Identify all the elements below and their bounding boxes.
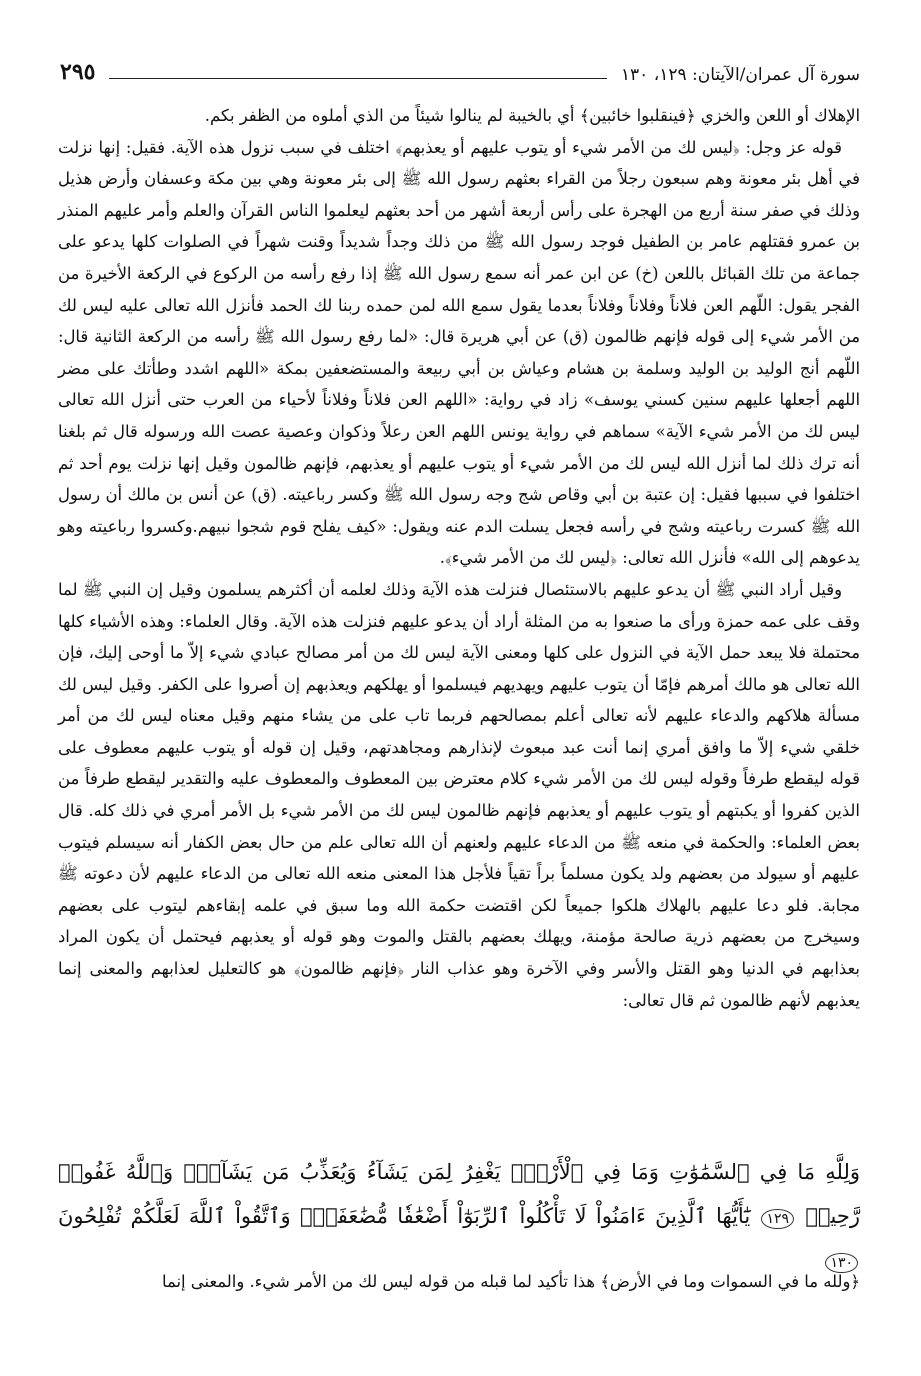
- verse-number-marker: ١٣٠: [825, 1253, 858, 1273]
- paragraph: ﴿ولله ما في السموات وما في الأرض﴾ هذا تأكيد لما قبله من قوله ليس لك من الأمر شيء. والمعنى إنما: [162, 1272, 860, 1291]
- verse-text: يَٰٓأَيُّهَا ٱلَّذِينَ ءَامَنُواْ لَا تَأْكُلُواْ ٱلرِّبَوٰٓاْ أَضْعَٰفٗا مُّضَٰعَفَةٗۖ وَٱتَّقُواْ ٱللَّهَ لَعَلَّكُمْ تُفْلِحُونَ: [58, 1204, 751, 1228]
- surah-title: سورة آل عمران/الآيتان: ١٢٩، ١٣٠: [620, 65, 860, 85]
- page-header: [60, 55, 860, 85]
- commentary-body: [58, 100, 860, 1016]
- page-number: ٢٩٥: [60, 59, 96, 85]
- commentary-continuation: [58, 1266, 860, 1298]
- verse-text: وَلِلَّهِ مَا فِي ٱلسَّمَٰوَٰتِ وَمَا فِي ٱلْأَرْضِۚ يَغْفِرُ لِمَن يَشَآءُ وَيُعَذِّبُ مَن يَشَآءُۚ وَٱللَّهُ غَفُورٞ رَّحِيمٞ: [58, 1160, 860, 1228]
- paragraph: وقيل أراد النبي ﷺ أن يدعو عليهم بالاستئصال فنزلت هذه الآية وذلك لعلمه أن أكثرهم يسلمون وقيل إن النبي ﷺ لما وقف على عمه حمزة ورأى ما صنعوا به من المثلة أراد أن يدعو عليهم فنزلت هذه الآية. وقال العلماء: وهذه الأشياء كلها محتملة فلا يبعد حمل الآية في النزول على كلها ومعنى الآية ليس لك من أمر مصالح عبادي شيء إلاّ ما أوحى إليك، فإن الله تعالى هو مالك أمرهم فإمّا أن يتوب عليهم ويهديهم فيسلموا أو يهلكهم ويعذبهم إن أصروا على الكفر. وقيل ليس لك مسألة هلاكهم والدعاء عليهم لأنه تعالى أعلم بمصالحهم فربما تاب على من يشاء منهم وقيل معناه ليس لك من أمر خلقي شيء إلاّ ما وافق أمري إنما أنت عبد مبعوث لإنذارهم ومجاهدتهم، وقيل إن قوله أو يتوب عليهم معطوف على قوله ليقطع طرفاً وقوله ليس لك من الأمر شيء كلام معترض بين المعطوف والمعطوف عليه والتقدير ليقطع طرفاً من الذين كفروا أو يكبتهم أو يتوب عليهم أو يعذبهم فإنهم ظالمون ليس لك من الأمر شيء بل الأمر أمري في ذلك كله. قال بعض العلماء: والحكمة في منعه ﷺ من الدعاء عليهم ولعنهم أن الله تعالى علم من حال بعض الكفار أنه سيسلم فيتوب عليهم أو سيولد من بعضهم ولد يكون مسلماً براً تقياً فلأجل هذا المعنى منعه الله تعالى من الدعاء عليهم لأن دعوته ﷺ مجابة. فلو دعا عليهم بالهلاك هلكوا جميعاً لكن اقتضت حكمة الله وما سبق في علمه إبقاءهم ليتوب على بعضهم وسيخرج من بعضهم ذرية صالحة مؤمنة، ويهلك بعضهم بالقتل والموت وهو قوله أو يعذبهم فيحتمل أن يكون المراد بعذابهم في الدنيا وهو القتل والأسر وفي الآخرة وهو عذاب النار ﴿فإنهم ظالمون﴾ هو كالتعليل لعذابهم والمعنى إنما يعذبهم لأنهم ظالمون ثم قال تعالى:: [58, 579, 860, 1010]
- quran-verse-block: [58, 1150, 860, 1282]
- verse-number-marker: ١٢٩: [761, 1209, 794, 1229]
- paragraph: الإهلاك أو اللعن والخزي ﴿فينقلبوا خائبين﴾ أي بالخيبة لم ينالوا شيئاً من الذي أملوه من الظفر بكم.: [204, 106, 860, 125]
- paragraph: قوله عز وجل: ﴿ليس لك من الأمر شيء أو يتوب عليهم أو يعذبهم﴾ اختلف في سبب نزول هذه الآية. فقيل: إنها نزلت في أهل بئر معونة وهم سبعون رجلاً من القراء بعثهم رسول الله ﷺ إلى بئر معونة وهي بين مكة وعسفان وأرض هذيل وذلك في صفر سنة أربع من الهجرة على رأس أربعة أشهر من أحد بعثهم ليعلموا الناس القرآن والعلم وأمر عليهم المنذر بن عمرو فقتلهم عامر بن الطفيل فوجد رسول الله ﷺ من ذلك وجداً شديداً وقنت شهراً في الصلوات كلها يدعو على جماعة من تلك القبائل باللعن (خ) عن ابن عمر أنه سمع رسول الله ﷺ إذا رفع رأسه من الركوع في الركعة الأخيرة من الفجر يقول: اللّهم العن فلاناً وفلاناً وفلاناً بعدما يقول سمع الله لمن حمده ربنا لك الحمد فأنزل الله تعالى عليه ليس لك من الأمر شيء إلى قوله فإنهم ظالمون (ق) عن أبي هريرة قال: «لما رفع رسول الله ﷺ رأسه من الركعة الثانية قال: اللّهم أنج الوليد بن الوليد وسلمة بن هشام وعياش بن أبي ربيعة والمستضعفين بمكة «اللهم اشدد وطأتك على مضر اللهم أجعلها عليهم سنين كسني يوسف» زاد في رواية: «اللهم العن فلاناً وفلاناً لأحياء من العرب حتى أنزل الله تعالى ليس لك من الأمر شيء الآية» سماهم في رواية يونس اللهم العن رعلاً وذكوان وعصية عصت الله ورسوله قال ثم بلغنا أنه ترك ذلك لما أنزل الله ليس لك من الأمر شيء أو يتوب عليهم أو يعذبهم، فإنهم ظالمون وقيل إنها نزلت يوم أحد ثم اختلفوا في سببها فقيل: إن عتبة بن أبي وقاص شج وجه رسول الله ﷺ وكسر رباعيته. (ق) عن أنس بن مالك أن رسول الله ﷺ كسرت رباعيته وشج في رأسه فجعل يسلت الدم عنه ويقول: «كيف يفلح قوم شجوا نبيهم.وكسروا رباعيته وهو يدعوهم إلى الله» فأنزل الله تعالى: ﴿ليس لك من الأمر شيء﴾.: [58, 137, 860, 568]
- header-divider: [109, 78, 606, 79]
